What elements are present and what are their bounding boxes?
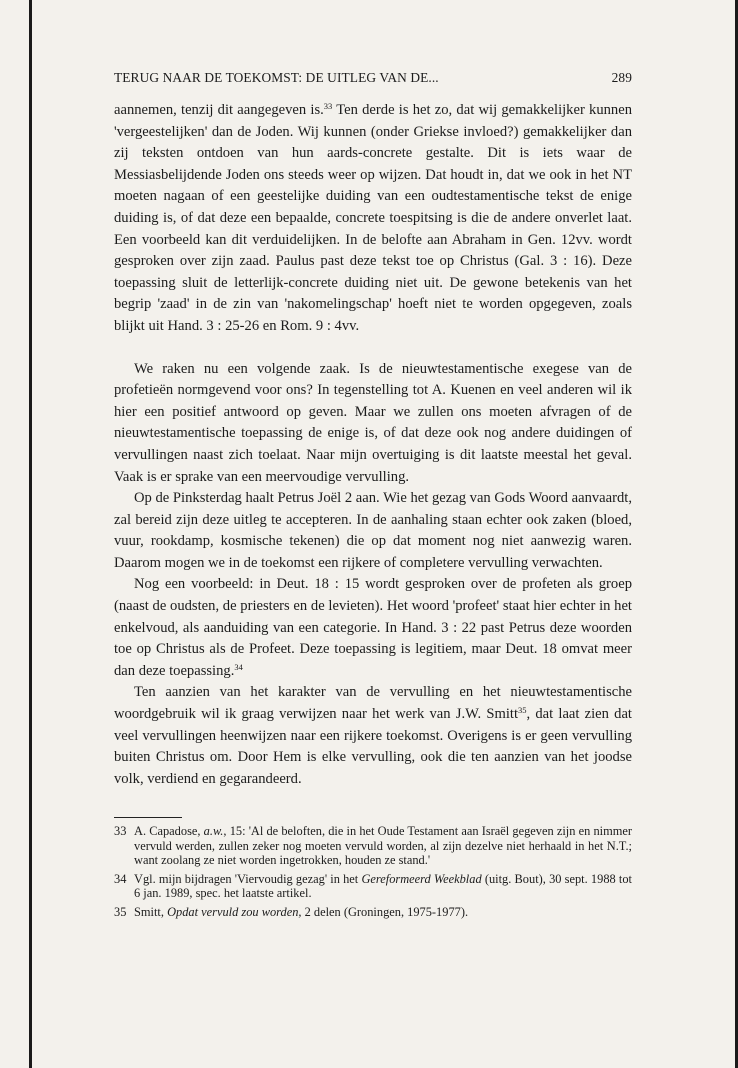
footnote-number: 33 — [114, 824, 127, 838]
page-number: 289 — [611, 70, 632, 85]
paragraph-5 — [114, 682, 632, 790]
paragraph-3: Op de Pinksterdag haalt Petrus Joël 2 aan. Wie het gezag van Gods Woord aanvaardt, zal bereid zijn deze uitleg te accepteren. In de aanhaling staan echter ook zaken (bloed, vuur, rookdamp, kosmische tekenen) die op dat moment nog niet aanwezig waren. Daarom mogen we in de toekomst een rijkere of completere vervulling verwachten. — [114, 490, 632, 571]
scan-edge-left — [29, 0, 32, 1068]
paragraph-1 — [114, 100, 632, 338]
footnote-ref-35[interactable]: 35 — [518, 705, 527, 716]
footnote-34 — [114, 872, 632, 901]
paragraph-4-text: Nog een voorbeeld: in Deut. 18 : 15 wordt gesproken over de profeten als groep (naast de oudsten, de priesters en de levieten). Het woord 'profeet' staat hier echter in het enkelvoud, als aanduiding van een categorie. In Hand. 3 : 22 past Petrus deze woorden toe op Christus als de Profeet. Deze toepassing is legitiem, maar Deut. 18 omvat meer dan deze toepassing. — [114, 576, 632, 679]
footnote-text: A. Capadose, a.w., 15: 'Al de beloften, die in het Oude Testament aan Israël gegeven zijn en nimmer vervuld werden, zullen zeker nog moeten vervuld worden, al zijn dezelve niet herhaald in het N.T.; want zoolang ze niet worden ingetrokken, houden ze stand.' — [134, 824, 633, 868]
paragraph-5-text-b: , dat laat zien dat veel vervullingen heenwijzen naar een rijkere toekomst. Overigens is er geen vervulling buiten Christus om. Door Hem is elke vervulling, ook die ten aanzien van het joodse volk, verdiend en gegarandeerd. — [114, 706, 632, 787]
footnote-text: Smitt, Opdat vervuld zou worden, 2 delen (Groningen, 1975-1977). — [134, 904, 469, 919]
running-title: TERUG NAAR DE TOEKOMST: DE UITLEG VAN DE... — [114, 70, 439, 85]
main-text — [114, 100, 632, 790]
footnote-number: 34 — [114, 871, 127, 886]
footnote-35 — [114, 905, 632, 920]
running-head — [114, 70, 632, 86]
footnote-33 — [114, 824, 632, 868]
paragraph-1-text-b: Ten derde is het zo, dat wij gemakkelijker kunnen 'vergeestelijken' dan de Joden. Wij kunnen (onder Griekse invloed?) gemakkelijker dan zij teksten ontdoen van hun aards-concrete gestalte. Dit is iets waar de Messiasbelijdende Joden ons steeds weer op wijzen. Dat houdt in, dat we ook in het NT moeten nagaan of een geestelijke duiding van een oudtestamentische tekst de enige duiding is, of dat deze een bepaalde, concrete toespitsing is die de andere onverlet laat. Een voorbeeld kan dit verduidelijken. In de belofte aan Abraham in Gen. 12vv. wordt gesproken over zijn zaad. Paulus past deze tekst toe op Christus (Gal. 3 : 16). Deze toepassing sluit de letterlijk-concrete duiding niet uit. De gewone betekenis van het begrip 'zaad' in de zin van 'nakomelingschap' hoeft niet te worden opgegeven, zoals blijkt uit Hand. 3 : 25-26 en Rom. 9 : 4vv. — [114, 102, 632, 334]
paragraph-4 — [114, 574, 632, 682]
footnote-ref-34[interactable]: 34 — [234, 661, 243, 672]
footnotes — [114, 824, 632, 924]
paragraph-1-text-a: aannemen, tenzij dit aangegeven is. — [114, 102, 324, 118]
footnote-separator — [114, 817, 182, 818]
footnote-text: Vgl. mijn bijdragen 'Viervoudig gezag' in het Gereformeerd Weekblad (uitg. Bout), 30 sept. 1988 tot 6 jan. 1989, spec. het laatste artikel. — [134, 871, 632, 901]
paragraph-2: We raken nu een volgende zaak. Is de nieuwtestamentische exegese van de profetieën normgevend voor ons? In tegenstelling tot A. Kuenen en veel anderen wil ik hier een positief antwoord op geven. Maar we zullen ons moeten afvragen of de nieuwtestamentische toepassing de enige is, of dat deze ook nog andere duidingen of vervullingen naast zich toelaat. Naar mijn overtuiging is dit laatste meestal het geval. Vaak is er sprake van een meervoudige vervulling. — [114, 360, 632, 485]
footnote-number: 35 — [114, 904, 127, 919]
footnote-ref-33[interactable]: 33 — [323, 101, 333, 111]
paragraph-5-text-a: Ten aanzien van het karakter van de vervulling en het nieuwtestamentische woordgebruik wil ik graag verwijzen naar het werk van J.W. Smitt — [114, 684, 632, 723]
